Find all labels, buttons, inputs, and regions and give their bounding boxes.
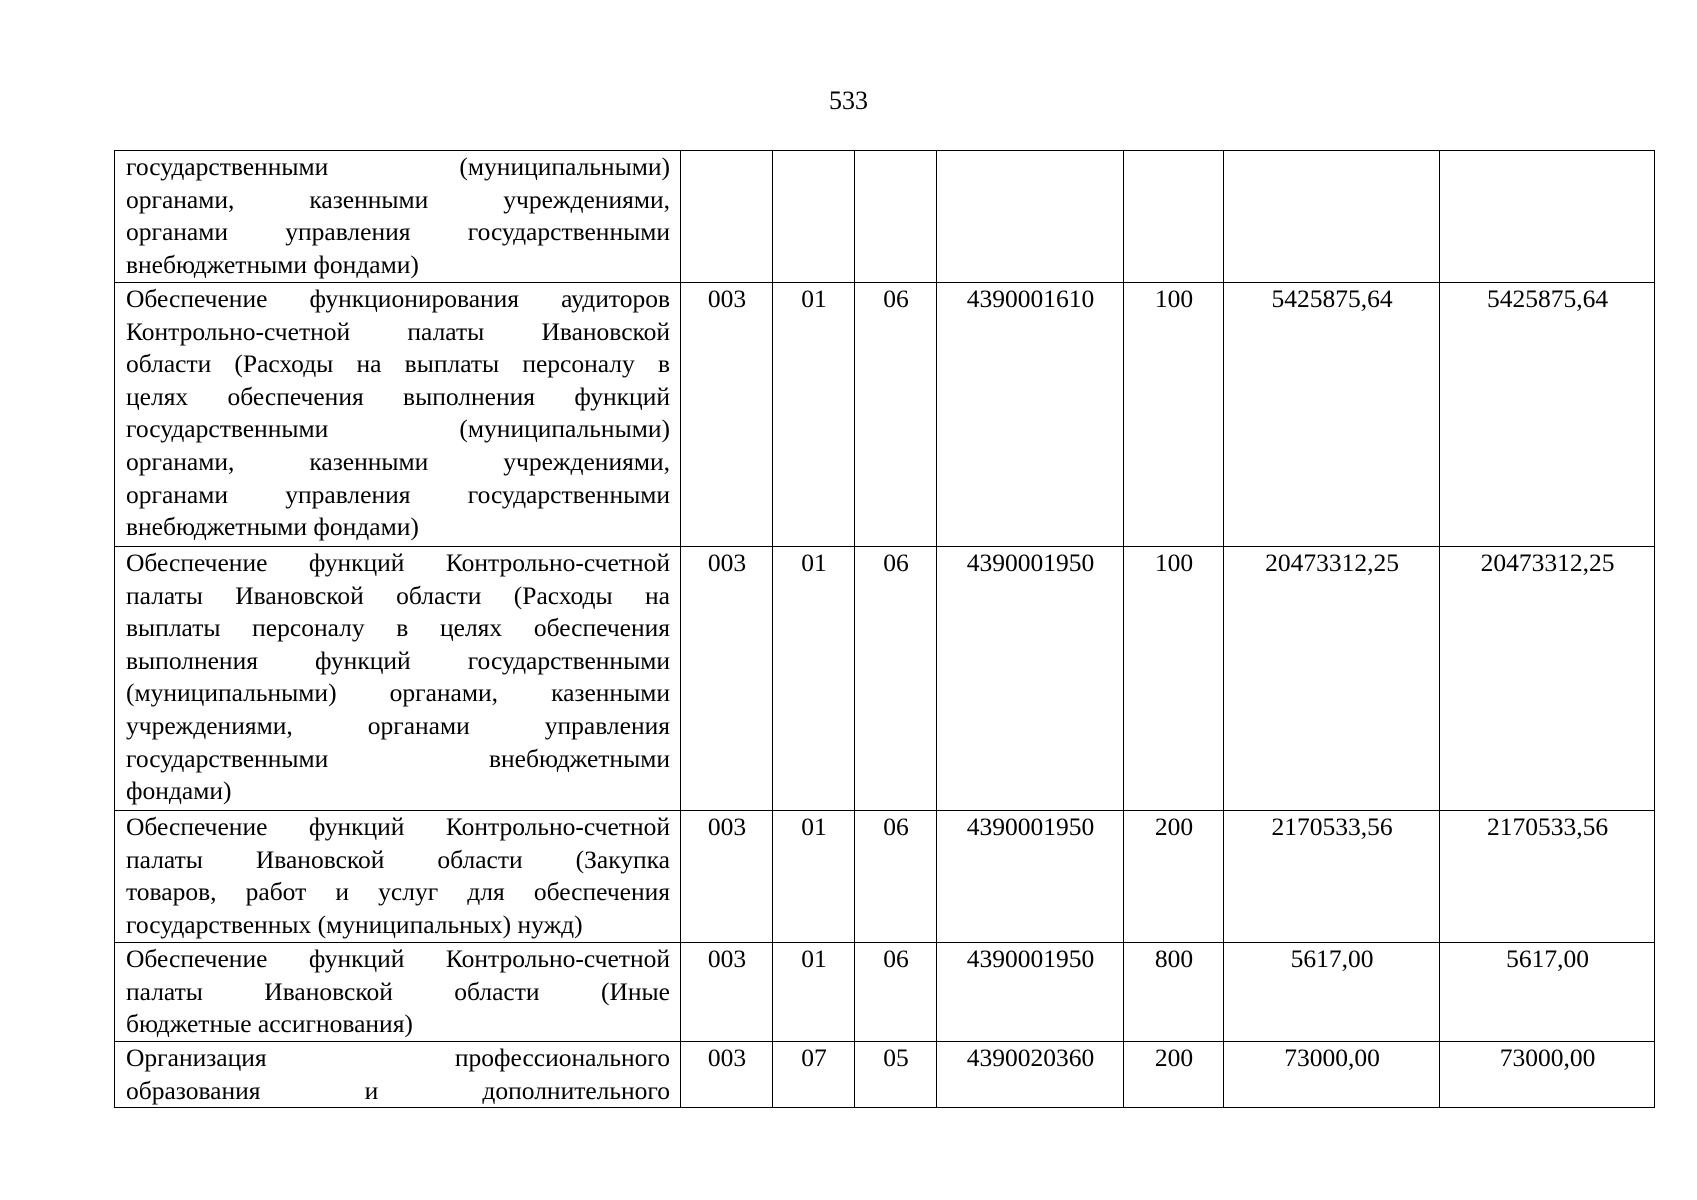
amount-year-2-cell: 2170533,56 [1440,811,1655,943]
description-cell [115,1042,681,1108]
description-line: Контрольно-счетной палаты Ивановской [126,316,670,346]
expense-type-cell: 100 [1124,283,1224,547]
description-cell [115,151,681,283]
table-row [115,283,1655,547]
description-cell [115,283,681,547]
description-line: учреждениями, органами управления [126,710,670,740]
ministry-code-cell: 003 [681,1042,773,1108]
description-line: Организация профессионального [126,1043,670,1072]
section-code-cell: 01 [773,547,855,811]
description-line: государственными (муниципальными) [126,152,670,181]
description-cell [115,943,681,1042]
description-line: Обеспечение функций Контрольно-счетной [126,944,670,973]
description-line: органами, казенными учреждениями, [126,446,670,476]
description-line: фондами) [126,776,232,806]
target-article-cell: 4390001610 [937,283,1124,547]
target-article-cell: 4390020360 [937,1042,1124,1108]
subsection-code-cell: 06 [855,811,937,943]
description-line: палаты Ивановской области (Закупка [126,844,670,874]
subsection-code-cell: 06 [855,283,937,547]
description-line: Обеспечение функций Контрольно-счетной [126,812,670,841]
subsection-code-cell: 05 [855,1042,937,1108]
amount-year-1-cell: 5617,00 [1224,943,1440,1042]
description-line: государственными (муниципальными) [126,414,670,444]
expense-type-cell: 200 [1124,1042,1224,1108]
target-article-cell: 4390001950 [937,547,1124,811]
target-article-cell: 4390001950 [937,811,1124,943]
description-line: выполнения функций государственными [126,645,670,675]
expense-type-cell: 800 [1124,943,1224,1042]
amount-year-1-cell: 73000,00 [1224,1042,1440,1108]
description-cell [115,811,681,943]
description-line: образования и дополнительного [126,1075,670,1105]
subsection-code-cell [855,151,937,283]
target-article-cell: 4390001950 [937,943,1124,1042]
amount-year-2-cell: 5617,00 [1440,943,1655,1042]
amount-year-2-cell [1440,151,1655,283]
description-cell [115,547,681,811]
subsection-code-cell: 06 [855,547,937,811]
amount-year-2-cell: 73000,00 [1440,1042,1655,1108]
section-code-cell: 01 [773,283,855,547]
description-line: внебюджетными фондами) [126,512,419,542]
expense-type-cell [1124,151,1224,283]
description-line: целях обеспечения выполнения функций [126,381,670,411]
page-number: 533 [829,86,868,115]
description-line: органами, казенными учреждениями, [126,184,670,214]
section-code-cell: 07 [773,1042,855,1108]
table-row [115,943,1655,1042]
expense-type-cell: 100 [1124,547,1224,811]
section-code-cell: 01 [773,811,855,943]
description-line: палаты Ивановской области (Иные [126,976,670,1006]
description-line: Обеспечение функционирования аудиторов [126,284,670,313]
amount-year-1-cell: 2170533,56 [1224,811,1440,943]
amount-year-2-cell: 20473312,25 [1440,547,1655,811]
subsection-code-cell: 06 [855,943,937,1042]
description-line: товаров, работ и услуг для обеспечения [126,877,670,907]
ministry-code-cell: 003 [681,943,773,1042]
ministry-code-cell: 003 [681,547,773,811]
table-row [115,811,1655,943]
amount-year-1-cell: 5425875,64 [1224,283,1440,547]
ministry-code-cell [681,151,773,283]
target-article-cell [937,151,1124,283]
description-line: государственных (муниципальных) нужд) [126,909,583,939]
description-line: органами управления государственными [126,217,670,247]
description-line: Обеспечение функций Контрольно-счетной [126,548,670,577]
ministry-code-cell: 003 [681,811,773,943]
description-line: бюджетные ассигнования) [126,1009,413,1039]
budget-table [114,150,1655,1108]
section-code-cell: 01 [773,943,855,1042]
description-line: палаты Ивановской области (Расходы на [126,580,670,610]
section-code-cell [773,151,855,283]
amount-year-2-cell: 5425875,64 [1440,283,1655,547]
amount-year-1-cell [1224,151,1440,283]
description-line: государственными внебюджетными [126,743,670,773]
expense-type-cell: 200 [1124,811,1224,943]
description-line: области (Расходы на выплаты персоналу в [126,349,670,379]
table-row [115,151,1655,283]
ministry-code-cell: 003 [681,283,773,547]
amount-year-1-cell: 20473312,25 [1224,547,1440,811]
description-line: выплаты персоналу в целях обеспечения [126,613,670,643]
description-line: (муниципальными) органами, казенными [126,678,670,708]
table-row [115,547,1655,811]
description-line: внебюджетными фондами) [126,249,419,279]
description-line: органами управления государственными [126,479,670,509]
table-row [115,1042,1655,1108]
